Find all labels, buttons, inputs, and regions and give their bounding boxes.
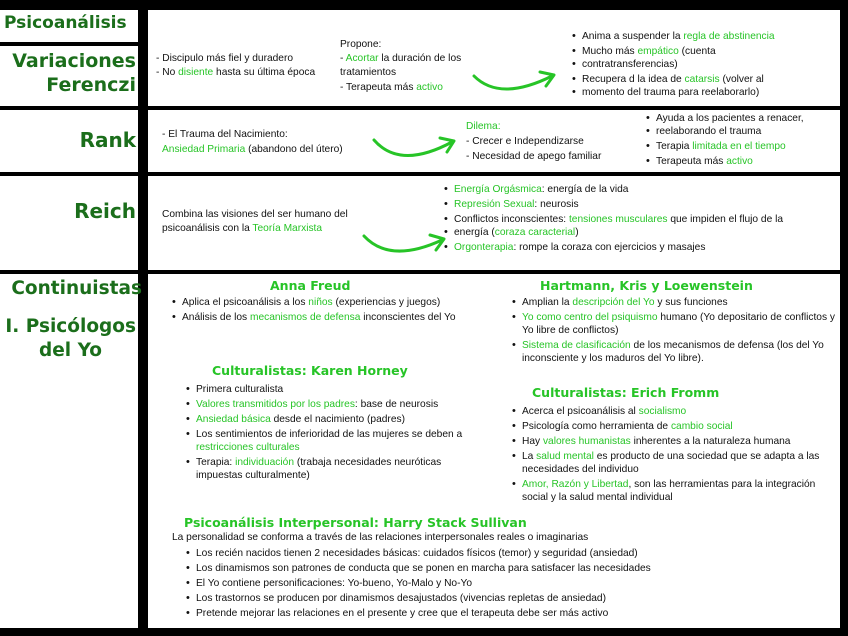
label-reich: Reich (74, 199, 136, 223)
list-item: • Represión Sexual: neurosis (442, 198, 838, 211)
sullivan-list (184, 545, 824, 620)
ferenczi-list (570, 30, 840, 99)
list-item: • Los trastornos se producen por dinamismos desajustados (vivencias repletas de ansiedad) (184, 592, 824, 605)
list-item: • Ayuda a los pacientes a renacer, (644, 112, 840, 125)
sullivan-title: Psicoanálisis Interpersonal: Harry Stack Sullivan (184, 515, 527, 530)
list-item: • Amplian la descripción del Yo y sus funciones (510, 296, 836, 309)
list-item: • Energía Orgásmica: energía de la vida (442, 183, 838, 196)
arrow-ferenczi (470, 62, 560, 98)
ferenczi-propone-line3: - Terapeuta más activo (340, 82, 443, 93)
label-rank: Rank (79, 128, 136, 152)
label-ferenczi: Ferenczi (46, 74, 136, 96)
list-item: • Pretende mejorar las relaciones en el presente y cree que el terapeuta debe ser más activo (184, 607, 824, 620)
ferenczi-propone-line2: tratamientos (340, 67, 397, 78)
ferenczi-col1-line2: - No disiente hasta su última época (156, 67, 316, 78)
list-item-cont: • reelaborando el trauma (644, 125, 840, 138)
rank-col1-line2: Ansiedad Primaria (abandono del útero) (162, 144, 343, 155)
ferenczi-col1-line1: - Discipulo más fiel y duradero (156, 53, 294, 64)
arrow-rank (370, 132, 460, 166)
arrow-reich (360, 226, 450, 260)
list-item: • Valores transmitidos por los padres: base de neurosis (184, 398, 484, 411)
list-item-cont: • momento del trauma para reelaborarlo) (570, 86, 840, 99)
sullivan-intro: La personalidad se conforma a través de las relaciones interpersonales reales o imaginarias (172, 532, 589, 543)
list-item: • Sistema de clasificación de los mecanismos de defensa (los del Yo inconsciente y los maduros del Yo libre). (510, 339, 836, 365)
list-item: • Ansiedad básica desde el nacimiento (padres) (184, 413, 484, 426)
list-item: • Aplica el psicoanálisis a los niños (experiencias y juegos) (170, 296, 480, 309)
label-box-reich (0, 176, 138, 270)
list-item: • Terapeuta más activo (644, 155, 840, 168)
reich-list (442, 183, 838, 254)
label-continuistas: Continuistas (11, 278, 142, 299)
list-item: • Yo como centro del psiquismo humano (Yo depositario de conflictos y Yo libre de conflictos) (510, 311, 836, 337)
rank-dilema-line2: - Necesidad de apego familiar (466, 151, 602, 162)
rank-col1-line1: - El Trauma del Nacimiento: (162, 129, 288, 140)
list-item: • La salud mental es producto de una sociedad que se adapta a las necesidades del individuo (510, 450, 836, 476)
list-item: • Conflictos inconscientes: tensiones musculares que impiden el flujo de la (442, 213, 838, 226)
rank-dilema-title: Dilema: (466, 121, 501, 132)
fromm-list (510, 405, 836, 504)
list-item: • Recupera d la idea de catarsis (volver al (570, 73, 840, 86)
list-item: • Los recién nacidos tienen 2 necesidades básicas: cuidados físicos (temor) y seguridad (ansiedad) (184, 547, 824, 560)
list-item: • Los dinamismos son patrones de conducta que se ponen en marcha para satisfacer las necesidades (184, 562, 824, 575)
list-item: • Terapia: individuación (trabaja necesidades neuróticas impuestas culturalmente) (184, 456, 484, 482)
list-item: • Análisis de los mecanismos de defensa inconscientes del Yo (170, 311, 480, 324)
list-item: • Primera culturalista (184, 383, 484, 396)
anna-freud-list (170, 296, 480, 324)
horney-list (184, 383, 484, 482)
label-psicologos-1: I. Psicólogos (5, 316, 136, 337)
list-item: • Hay valores humanistas inherentes a la naturaleza humana (510, 435, 836, 448)
list-item: • Los sentimientos de inferioridad de las mujeres se deben a restricciones culturales (184, 428, 484, 454)
list-item: • Orgonterapia: rompe la coraza con ejercicios y masajes (442, 241, 838, 254)
list-item: • Mucho más empático (cuenta (570, 45, 840, 58)
reich-col1-line1: Combina las visiones del ser humano del (162, 209, 348, 220)
reich-col1-line2: psicoanálisis con la Teoría Marxista (162, 223, 323, 234)
anna-freud-title: Anna Freud (270, 278, 351, 293)
list-item: • El Yo contiene personificaciones: Yo-bueno, Yo-Malo y No-Yo (184, 577, 824, 590)
label-psicoanalisis: Psicoanálisis (4, 13, 127, 33)
list-item-cont: • contratransferencias) (570, 58, 840, 71)
list-item: • Psicología como herramienta de cambio social (510, 420, 836, 433)
label-psicologos-2: del Yo (39, 340, 102, 361)
fromm-title: Culturalistas: Erich Fromm (532, 385, 720, 400)
list-item: • Anima a suspender la regla de abstinencia (570, 30, 840, 43)
hartmann-list (510, 296, 836, 365)
list-item: • Acerca el psicoanálisis al socialismo (510, 405, 836, 418)
ferenczi-propone-line1: - Acortar la duración de los (340, 53, 462, 64)
label-variaciones: Variaciones (12, 50, 136, 72)
list-item: • Amor, Razón y Libertad, son las herramientas para la integración social y la salud mental individual (510, 478, 836, 504)
rank-dilema-line1: - Crecer e Independizarse (466, 136, 584, 147)
ferenczi-propone-title: Propone: (340, 39, 382, 50)
list-item: • Terapia limitada en el tiempo (644, 140, 840, 153)
hartmann-title: Hartmann, Kris y Loewenstein (540, 278, 753, 293)
list-item-cont: • energía (coraza caracterial) (442, 226, 838, 239)
horney-title: Culturalistas: Karen Horney (212, 363, 408, 378)
rank-list (644, 112, 840, 168)
